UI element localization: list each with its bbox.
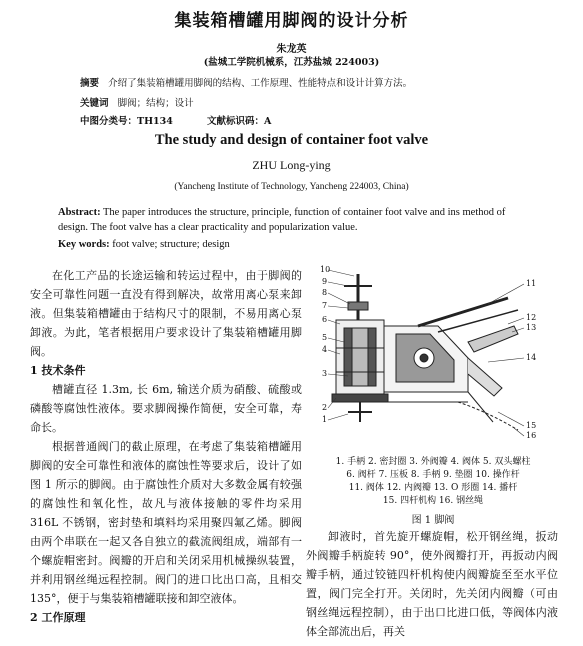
keywords-label-zh: 关键词 (80, 98, 109, 109)
abstract-label-zh: 摘要 (80, 78, 100, 89)
part-number: 2 (322, 403, 328, 412)
doc-code-label: 文献标识码： (206, 116, 264, 127)
part-number: 14 (526, 353, 537, 362)
figure-caption: 图 1 脚阀 (411, 515, 455, 526)
right-paragraph-1: 卸液时，首先旋开螺旋帽，松开钢丝绳，扳动外阀瓣手柄旋转 90°，使外阀瓣打开，再扳动内阀瓣手柄，通过铰链四杆机构使内阀瓣旋至至水平位置，阀门完全打开。关闭时，先关闭内阀瓣（可由钢丝绳远程控制），由于出口比进口低，等阀体内液体全部流出后，再关 (306, 530, 558, 638)
abstract-label-en: Abstract: (58, 207, 101, 218)
part-number: 6 (322, 315, 328, 324)
abstract-text-zh: 介绍了集装箱槽罐用脚阀的结构、工作原理、性能特点和设计计算方法。 (108, 78, 413, 89)
legend-line: 1. 手柄 2. 密封圈 3. 外阀瓣 4. 阀体 5. 双头螺柱 (335, 457, 531, 467)
section-2-heading: 2 工作原理 (30, 611, 86, 624)
section-1-paragraph-1: 槽罐直径 1.3m, 长 6m, 输送介质为硝酸、硫酸或磷酸等腐蚀性液体。要求脚阀操作简便，安全可靠，寿命长。 (30, 383, 302, 434)
intro-paragraph: 在化工产品的长途运输和转运过程中，由于脚阀的安全可靠性问题一直没有得到解决，故常用离心泵来卸液。但集装箱槽罐由于结构尺寸的限制，不易用离心泵卸液。为此，笔者根据用户要求设计了集装箱槽罐用脚阀。 (30, 269, 302, 358)
abstract-zh (80, 75, 412, 89)
legend-line: 6. 阀杆 7. 压板 8. 手柄 9. 垫圈 10. 操作杆 (346, 470, 520, 480)
part-number: 16 (526, 431, 537, 440)
legend-line: 11. 阀体 12. 内阀瓣 13. O 形圈 14. 播杆 (348, 483, 518, 493)
doc-code-value: A (263, 116, 272, 127)
lever-arm (418, 298, 508, 326)
section-1-heading: 1 技术条件 (30, 364, 86, 377)
right-column (306, 527, 558, 641)
keywords-text-zh: 脚阀；结构；设计 (117, 98, 194, 109)
keywords-text-en: foot valve; structure; design (109, 239, 230, 250)
clc-label: 中图分类号： (80, 116, 138, 127)
part-number: 3 (322, 369, 328, 378)
foot-valve-drawing (318, 262, 538, 442)
classification-line (80, 113, 271, 127)
part-number: 10 (320, 265, 331, 274)
paper-title-en: The study and design of container foot valve (154, 132, 429, 148)
affiliation-en: (Yancheng Institute of Technology, Yancheng 224003, China) (174, 182, 409, 192)
part-number: 12 (526, 313, 537, 322)
figure-legend (306, 456, 560, 508)
section-1-paragraph-2: 根据普通阀门的截止原理，在考虑了集装箱槽罐用脚阀的安全可靠性和液体的腐蚀性等要求后，设计了如图 1 所示的脚阀。由于腐蚀性介质对大多数金属有较强的腐蚀性和氧化性，故凡与液体接触的零件均采用 316L 不锈钢，密封垫和填料均采用聚四氟乙烯。脚阀由两个串联在一起又各自独立的截流阀组成，端部有一个螺旋帽密封。阀瓣的开启和关闭采用机械操纵装置，并利用钢丝绳远程控制。阀门的进口比出口高，且相交 135°，便于与集装箱槽罐联接和卸空液体。 (30, 440, 302, 605)
author-zh: 朱龙英 (276, 44, 307, 55)
part-number: 5 (322, 333, 328, 342)
abstract-en (58, 205, 528, 235)
keywords-label-en: Key words: (58, 239, 110, 250)
part-number: 11 (526, 279, 537, 288)
affiliation-zh: (盐城工学院机械系，江苏盐城 224003) (203, 57, 380, 68)
part-number: 13 (526, 323, 537, 332)
part-number: 7 (322, 301, 328, 310)
part-number: 15 (526, 421, 537, 430)
author-en: ZHU Long-ying (252, 158, 331, 172)
clc-value: TH134 (137, 116, 173, 127)
part-number: 8 (322, 288, 328, 297)
part-number: 1 (322, 415, 328, 424)
abstract-text-en: The paper introduces the structure, principle, function of container foot valve and ins method of design. The foot valve has a clear practicality and popularization value. (58, 207, 506, 233)
paper-title-zh: 集装箱槽罐用脚阀的设计分析 (174, 11, 409, 31)
left-column (30, 266, 302, 627)
part-number: 4 (322, 345, 328, 354)
part-number: 9 (322, 277, 328, 286)
keywords-en (58, 237, 528, 252)
keywords-zh (80, 95, 194, 109)
legend-line: 15. 四杆机构 16. 钢丝绳 (382, 496, 484, 506)
